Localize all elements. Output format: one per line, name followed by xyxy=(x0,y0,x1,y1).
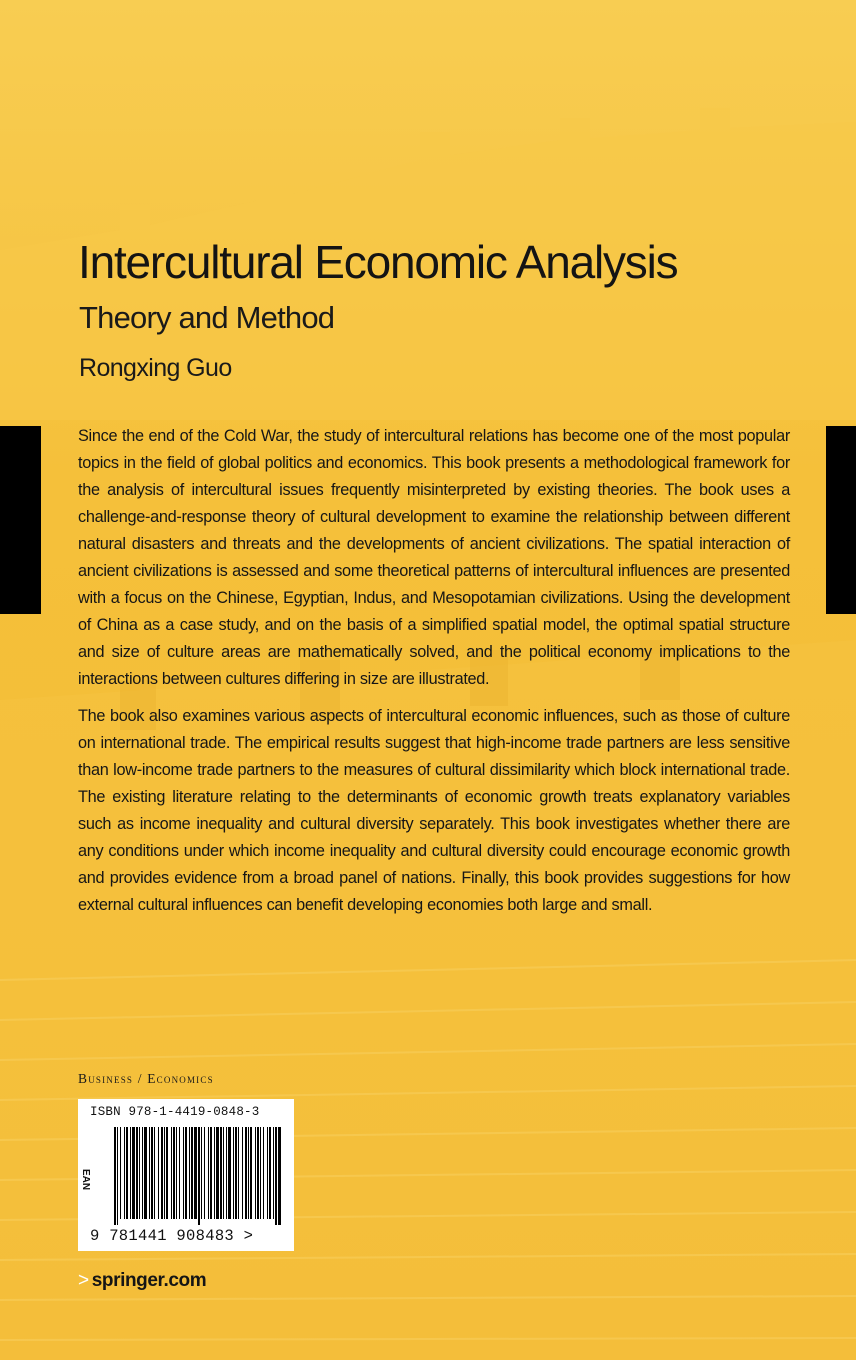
barcode-bar xyxy=(144,1127,147,1219)
isbn-number: ISBN 978-1-4419-0848-3 xyxy=(90,1105,260,1119)
back-cover-blurb xyxy=(78,423,790,919)
barcode-bar xyxy=(245,1127,247,1219)
barcode-bar xyxy=(204,1127,205,1219)
left-edge-bar xyxy=(0,426,41,614)
blurb-paragraph-2: The book also examines various aspects of intercultural economic influences, such as those of culture on international trade. The empirical results suggest that high-income trade partners are less sensitive than low-income trade partners to the measures of cultural dissimilarity which block international trade. The existing literature relating to the determinants of economic growth treats explanatory variables such as income inequality and cultural diversity separately. This book investigates whether there are any conditions under which income inequality and cultural diversity could encourage economic growth and provides evidence from a broad panel of nations. Finally, this book provides suggestions for how external cultural influences can benefit developing economies both large and small. xyxy=(78,707,790,914)
barcode-bar xyxy=(173,1127,175,1219)
barcode-bar xyxy=(142,1127,143,1219)
barcode-bar xyxy=(132,1127,135,1219)
publisher-website-link[interactable] xyxy=(78,1270,206,1292)
barcode-bar xyxy=(255,1127,256,1219)
barcode-bar xyxy=(235,1127,237,1219)
barcode-bar xyxy=(220,1127,222,1219)
barcode-bar xyxy=(269,1127,271,1219)
barcode-bar xyxy=(233,1127,234,1219)
barcode-bar xyxy=(248,1127,249,1219)
barcode-bar xyxy=(149,1127,150,1219)
barcode-bar xyxy=(176,1127,177,1219)
barcode-bar xyxy=(130,1127,131,1219)
barcode-bar xyxy=(198,1127,200,1225)
book-title: Intercultural Economic Analysis xyxy=(78,236,678,288)
barcode-bar xyxy=(183,1127,184,1219)
ean-label: EAN xyxy=(80,1169,91,1191)
barcode-bar xyxy=(126,1127,128,1219)
barcode-bar xyxy=(214,1127,215,1219)
barcode-bar xyxy=(242,1127,243,1219)
barcode-bar xyxy=(226,1127,227,1219)
barcode-bars xyxy=(114,1127,282,1225)
barcode-bar xyxy=(154,1127,155,1219)
barcode-bar xyxy=(210,1127,212,1219)
barcode-bar xyxy=(216,1127,219,1219)
barcode-bar xyxy=(250,1127,252,1219)
right-edge-bar xyxy=(826,426,856,614)
website-text: springer.com xyxy=(91,1270,207,1291)
barcode-bar xyxy=(223,1127,224,1219)
barcode-bar xyxy=(185,1127,187,1219)
barcode-bar xyxy=(158,1127,159,1219)
barcode-bar xyxy=(257,1127,259,1219)
barcode-bar xyxy=(139,1127,140,1219)
barcode-bar xyxy=(189,1127,190,1219)
barcode-bar xyxy=(201,1127,202,1219)
barcode-bar xyxy=(164,1127,165,1219)
barcode-bar xyxy=(136,1127,138,1219)
barcode-bar xyxy=(208,1127,209,1219)
barcode-bar xyxy=(120,1127,121,1219)
barcode-digits: 9 781441 908483 > xyxy=(90,1227,254,1245)
barcode-bar xyxy=(171,1127,172,1219)
isbn-barcode-box xyxy=(78,1099,294,1251)
barcode-bar xyxy=(166,1127,168,1219)
book-subtitle: Theory and Method xyxy=(79,300,335,335)
barcode-bar xyxy=(263,1127,264,1219)
barcode-bar xyxy=(117,1127,118,1225)
barcode-bar xyxy=(260,1127,261,1219)
barcode-bar xyxy=(273,1127,274,1219)
barcode-bar xyxy=(179,1127,180,1219)
barcode-bar xyxy=(114,1127,116,1225)
barcode-bar xyxy=(238,1127,239,1219)
barcode-bar xyxy=(124,1127,125,1219)
barcode-bar xyxy=(151,1127,153,1219)
barcode-bar xyxy=(278,1127,281,1225)
barcode-bar xyxy=(267,1127,268,1219)
subject-category: Business / Economics xyxy=(78,1071,214,1086)
blurb-paragraph-1: Since the end of the Cold War, the study of intercultural relations has become one of the most popular topics in the field of global politics and economics. This book presents a methodological framework for the analysis of intercultural issues frequently misinterpreted by existing theories. The book uses a challenge-and-response theory of cultural development to examine the relationship between different natural disasters and threats and the developments of ancient civilizations. The spatial interaction of ancient civilizations is assessed and some theoretical patterns of intercultural influences are presented with a focus on the Chinese, Egyptian, Indus, and Mesopotamian civilizations. Using the development of China as a case study, and on the basis of a simplified spatial model, the optimal spatial structure and size of culture areas are mathematically solved, and the political economy implications to the interactions between cultures differing in size are illustrated. xyxy=(78,427,790,688)
barcode-bar xyxy=(191,1127,193,1219)
arrow-icon: > xyxy=(78,1270,89,1291)
barcode-bar xyxy=(228,1127,231,1219)
book-author: Rongxing Guo xyxy=(79,354,232,382)
barcode-bar xyxy=(194,1127,197,1219)
barcode-bar xyxy=(275,1127,277,1225)
barcode-bar xyxy=(161,1127,163,1219)
